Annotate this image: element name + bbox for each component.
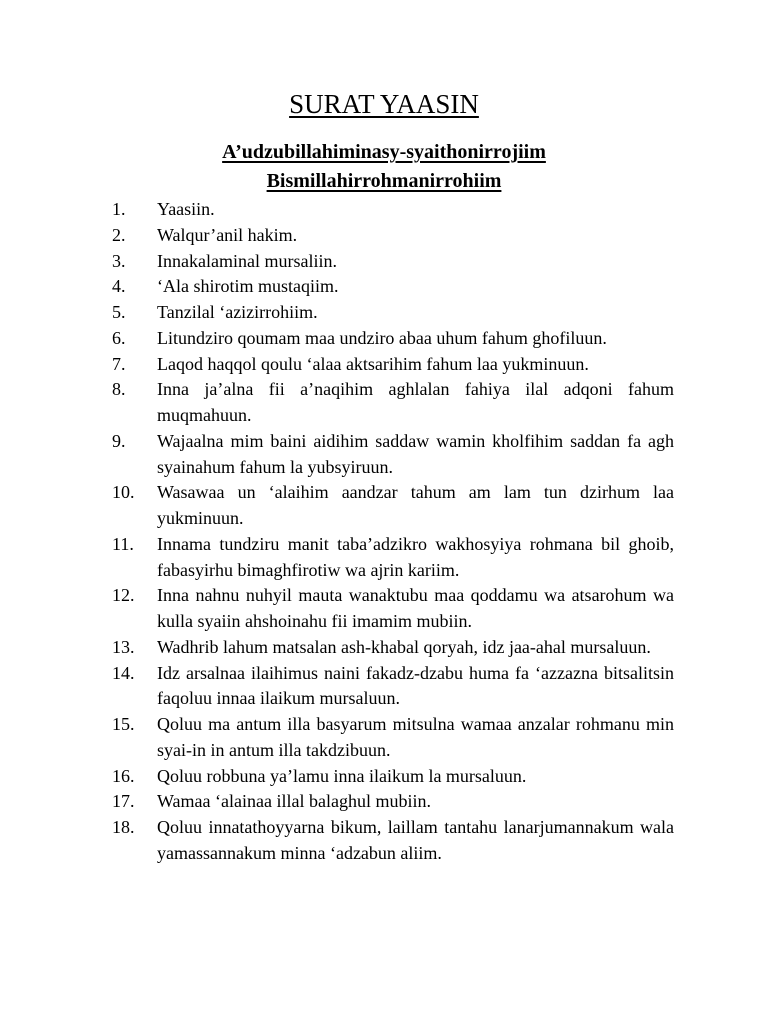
- verse-number: 8.: [112, 379, 126, 400]
- verse-item: [112, 274, 674, 300]
- verse-number: 9.: [112, 430, 126, 451]
- verse-number: 13.: [112, 636, 135, 657]
- verse-item: [112, 789, 674, 815]
- verse-text: Qoluu innatathoyyarna bikum, laillam tantahu lanarjumannakum wala yamassannakum minna ‘adzabun aliim.: [157, 817, 674, 863]
- basmalah-line: Bismillahirrohmanirrohiim: [266, 170, 502, 192]
- verse-text: Wadhrib lahum matsalan ash-khabal qoryah, idz jaa-ahal mursaluun.: [157, 636, 651, 657]
- verse-number: 5.: [112, 302, 126, 322]
- verse-text: Inna ja’alna fii a’naqihim aghlalan fahiya ilal adqoni fahum muqmahuun.: [157, 379, 674, 425]
- verse-number: 10.: [112, 482, 135, 503]
- verse-item: [112, 480, 674, 532]
- verse-item: [112, 764, 674, 790]
- verse-number: 11.: [112, 533, 134, 554]
- verse-number: 4.: [112, 276, 126, 297]
- verse-text: Qoluu ma antum illa basyarum mitsulna wamaa anzalar rohmanu min syai-in in antum illa takdzibuun.: [157, 714, 674, 760]
- verse-text: Innama tundziru manit taba’adzikro wakhosyiya rohmana bil ghoib, fabasyirhu bimaghfirotiw wa ajrin kariim.: [157, 533, 674, 580]
- verse-text: Innakalaminal mursaliin.: [157, 250, 337, 271]
- verse-text: Wajaalna mim baini aidihim saddaw wamin kholfihim saddan fa agh syainahum fahum la yubsyiruun.: [157, 430, 674, 477]
- verse-text: Laqod haqqol qoulu ‘alaa aktsarihim fahum laa yukminuun.: [157, 353, 589, 374]
- verse-number: 3.: [112, 250, 126, 271]
- verse-number: 1.: [112, 199, 126, 219]
- verse-text: Litundziro qoumam maa undziro abaa uhum fahum ghofiluun.: [157, 327, 607, 348]
- verse-item: [112, 197, 674, 223]
- verse-item: [112, 583, 674, 635]
- taawudz-line: A’udzubillahiminasy-syaithonirrojiim: [222, 141, 546, 163]
- verse-text: Idz arsalnaa ilaihimus naini fakadz-dzabu huma fa ‘azzazna bitsalitsin faqoluu innaa ilaikum mursaluun.: [157, 662, 674, 709]
- verse-number: 12.: [112, 585, 135, 606]
- verse-item: [112, 635, 674, 661]
- verse-item: [112, 815, 674, 867]
- verse-number: 14.: [112, 662, 135, 683]
- verse-text: Walqur’anil hakim.: [157, 224, 298, 245]
- verse-item: [112, 532, 674, 584]
- verse-item: [112, 429, 674, 481]
- verse-text: ‘Ala shirotim mustaqiim.: [157, 276, 339, 297]
- verse-number: 15.: [112, 714, 135, 734]
- verse-text: Yaasiin.: [157, 199, 215, 219]
- verse-item: [112, 712, 674, 764]
- verse-number: 7.: [112, 353, 126, 374]
- verse-item: [112, 661, 674, 713]
- verse-item: [112, 249, 674, 275]
- verse-list: [112, 197, 674, 867]
- verse-number: 2.: [112, 224, 126, 245]
- verse-text: Qoluu robbuna ya’lamu inna ilaikum la mursaluun.: [157, 765, 527, 786]
- verse-text: Wasawaa un ‘alaihim aandzar tahum am lam tun dzirhum laa yukminuun.: [157, 482, 674, 528]
- verse-number: 17.: [112, 791, 135, 812]
- verse-item: [112, 326, 674, 352]
- verse-number: 16.: [112, 765, 135, 786]
- verse-number: 18.: [112, 817, 135, 837]
- verse-text: Inna nahnu nuhyil mauta wanaktubu maa qoddamu wa atsarohum wa kulla syaiin ahshoinahu fii imamim mubiin.: [157, 585, 674, 631]
- verse-number: 6.: [112, 327, 126, 348]
- verse-item: [112, 352, 674, 378]
- verse-text: Wamaa ‘alainaa illal balaghul mubiin.: [157, 791, 431, 812]
- verse-item: [112, 300, 674, 326]
- verse-item: [112, 223, 674, 249]
- verse-item: [112, 377, 674, 429]
- verse-text: Tanzilal ‘azizirrohiim.: [157, 302, 318, 322]
- page-title: SURAT YAASIN: [289, 89, 479, 119]
